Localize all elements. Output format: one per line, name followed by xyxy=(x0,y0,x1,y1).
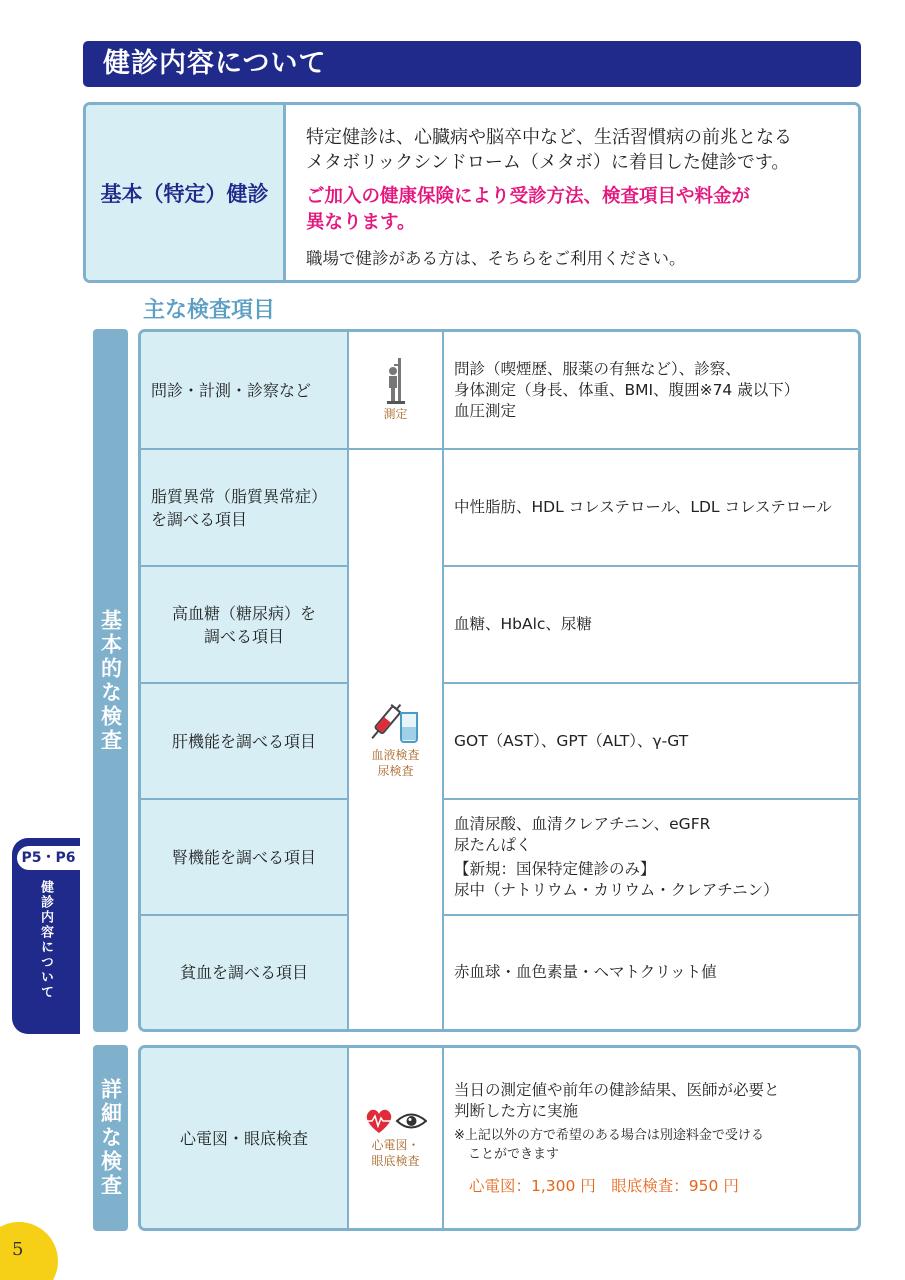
intro-line-1: 特定健診は、心臓病や脳卒中など、生活習慣病の前兆となる xyxy=(306,127,792,148)
intro-text xyxy=(306,125,838,271)
row-content: 当日の測定値や前年の健診結果、医師が必要と 判断した方に実施 ※上記以外の方で希望のある場合は別途料金で受ける ことができます 心電図：1,300 円 眼底検査：950 円 xyxy=(444,1048,858,1228)
syringe-beaker-icon xyxy=(369,701,423,745)
row-label: 肝機能を調べる項目 xyxy=(141,684,349,798)
blood-icon-cell xyxy=(349,450,444,1029)
intro-warning: ご加入の健康保険により受診方法、検査項目や料金が 異なります。 xyxy=(306,186,751,233)
row-content: 問診（喫煙歴、服薬の有無など）、診察、 身体測定（身長、体重、BMI、腹囲※74 歳以下） 血圧測定 xyxy=(454,359,800,420)
basic-exam-table xyxy=(138,329,861,1032)
page-number-badge xyxy=(0,1222,58,1280)
measure-icon-cell xyxy=(349,332,444,450)
row-label: 高血糖（糖尿病）を 調べる項目 xyxy=(141,567,349,682)
row-label: 貧血を調べる項目 xyxy=(141,916,349,1029)
detail-note: ※上記以外の方で希望のある場合は別途料金で受ける ことができます xyxy=(454,1127,764,1162)
table-row xyxy=(141,916,858,1029)
detail-price: 心電図：1,300 円 眼底検査：950 円 xyxy=(469,1176,739,1195)
table-row xyxy=(141,684,858,800)
tab-pages: P5・P6 xyxy=(17,846,80,870)
row-label: 腎機能を調べる項目 xyxy=(141,800,349,914)
blood-caption: 血液検査 尿検査 xyxy=(371,747,420,778)
height-measure-icon xyxy=(385,358,407,404)
page-header: 健診内容について xyxy=(83,41,861,87)
table-row xyxy=(141,332,858,450)
table-row xyxy=(141,567,858,684)
ecg-caption: 心電図・ 眼底検査 xyxy=(371,1138,420,1168)
ecg-icon-cell xyxy=(349,1048,444,1228)
measure-caption: 測定 xyxy=(383,407,408,421)
page-number: 5 xyxy=(12,1239,24,1260)
intro-box xyxy=(83,102,861,283)
intro-note: 職場で健診がある方は、そちらをご利用ください。 xyxy=(306,249,686,268)
row-content: GOT（AST）、GPT（ALT）、γ-GT xyxy=(454,731,689,750)
row-content: 血清尿酸、血清クレアチニン、eGFR 尿たんぱく 【新規：国保特定健診のみ】 尿中（ナトリウム・カリウム・クレアチニン） xyxy=(454,814,779,899)
intro-label: 基本（特定）健診 xyxy=(86,105,286,280)
row-label: 脂質異常（脂質異常症） を調べる項目 xyxy=(141,450,349,565)
side-tab[interactable] xyxy=(12,838,80,1034)
section-subtitle: 主な検査項目 xyxy=(143,298,276,323)
table-row xyxy=(141,450,858,567)
sidebar-detail: 詳細な検査 xyxy=(93,1045,128,1231)
table-row xyxy=(141,1048,858,1228)
row-content: 赤血球・血色素量・ヘマトクリット値 xyxy=(454,963,717,981)
heart-eye-icon xyxy=(365,1107,427,1135)
row-content: 中性脂肪、HDL コレステロール、LDL コレステロール xyxy=(454,498,832,516)
row-label: 問診・計測・診察など xyxy=(141,332,349,448)
table-row xyxy=(141,800,858,916)
row-content: 血糖、HbAlc、尿糖 xyxy=(454,615,592,633)
tab-label: 健診内容について xyxy=(38,880,53,1000)
row-label: 心電図・眼底検査 xyxy=(141,1048,349,1228)
intro-line-2: メタボリックシンドローム（メタボ）に着目した健診です。 xyxy=(306,152,790,173)
sidebar-basic: 基本的な検査 xyxy=(93,329,128,1032)
detail-exam-table xyxy=(138,1045,861,1231)
